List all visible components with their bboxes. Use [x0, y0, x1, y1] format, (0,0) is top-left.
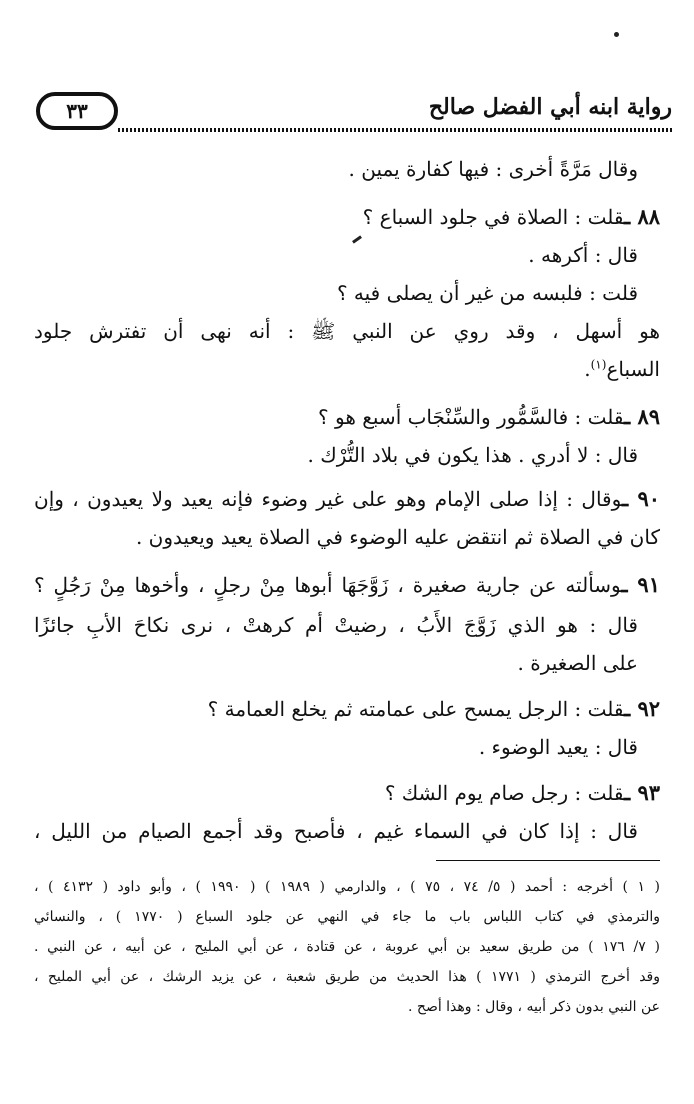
entry-number: ٨٨ ـ	[623, 204, 660, 229]
entry-text: وسألته عن جارية صغيرة ، زَوَّجَهَا أبوها مِنْ رجلٍ ، وأخوها مِنْ رَجُلٍ ؟	[34, 573, 622, 597]
entry-93	[34, 774, 660, 812]
text-line: قال : يعيد الوضوء .	[478, 735, 638, 759]
text-line: قال : إذا كان في السماء غيم ، فأصبح وقد أجمع الصيام من الليل ،	[34, 819, 638, 843]
text-fragment: السباع	[606, 357, 660, 381]
entry-number: ٩١ ـ	[621, 572, 660, 597]
footnote-line: والترمذي في كتاب اللباس باب ما جاء في النهي عن جلود السباع ( ١٧٧٠ ) ، والنسائي	[34, 909, 660, 925]
text-fragment: .	[584, 357, 591, 381]
entry-88	[34, 198, 660, 236]
footnote-line: ( ٧/ ١٧٦ ) من طريق سعيد بن أبي عروبة ، عن قتادة ، عن أبي المليح ، عن أبيه ، عن النبي .	[34, 939, 660, 955]
entry-92	[34, 690, 660, 728]
text-line: كان في الصلاة ثم انتقض عليه الوضوء في الصلاة يعيد ويعيدون .	[135, 525, 660, 549]
page-number-badge: ٣٣	[36, 92, 118, 130]
text-line: على الصغيرة .	[517, 651, 638, 675]
text-line: قال : هو الذي زَوَّجَ الأَبُ ، رضيتْ أم كرهتْ ، نرى نكاحَ الأبِ جائزًا	[34, 613, 638, 637]
text-line: قلت : فلبسه من غير أن يصلى فيه ؟	[336, 281, 638, 305]
entry-text: قلت : فالسَّمُّور والسِّنْجَاب أسبع هو ؟	[318, 405, 624, 429]
text-line: قال : أكرهه .	[528, 243, 638, 267]
running-header-title: رواية ابنه أبي الفضل صالح	[428, 94, 672, 120]
text-line: وقال مَرَّةً أخرى : فيها كفارة يمين .	[348, 157, 638, 181]
text-line: هو أسهل ، وقد روي عن النبي ﷺ : أنه نهى أن تفترش جلود	[34, 319, 660, 343]
footnote-line: ( ١ ) أخرجه : أحمد ( ٥/ ٧٤ ، ٧٥ ) ، والدارمي ( ١٩٨٩ ) ( ١٩٩٠ ) ، وأبو داود ( ٤١٣٢ ) ،	[34, 879, 660, 895]
text-line: قال : لا أدري . هذا يكون في بلاد التُّرْك .	[307, 443, 638, 467]
entry-91	[34, 566, 660, 604]
footnote-divider	[436, 860, 660, 861]
entry-89	[34, 398, 660, 436]
footnote-line: وقد أخرج الترمذي ( ١٧٧١ ) هذا الحديث من طريق شعبة ، عن يزيد الرشك ، عن أبي المليح ،	[34, 969, 660, 985]
ink-dot	[614, 32, 619, 37]
header-divider	[118, 128, 672, 132]
entry-number: ٩٠ ـ	[621, 486, 660, 511]
entry-text: قلت : الصلاة في جلود السباع ؟	[362, 205, 624, 229]
entry-number: ٩٣ ـ	[623, 780, 660, 805]
footnote-line: عن النبي بدون ذكر أبيه ، وقال : وهذا أصح .	[408, 999, 660, 1015]
entry-number: ٩٢ ـ	[623, 696, 660, 721]
footnote-ref: (١)	[590, 357, 607, 372]
entry-text: قلت : الرجل يمسح على عمامته ثم يخلع العمامة ؟	[207, 697, 624, 721]
entry-text: وقال : إذا صلى الإمام وهو على غير وضوء فإنه يعيد ولا يعيدون ، وإن	[34, 487, 622, 511]
entry-number: ٨٩ ـ	[623, 404, 660, 429]
text-line	[34, 350, 660, 388]
entry-text: قلت : رجل صام يوم الشك ؟	[384, 781, 624, 805]
entry-90	[34, 480, 660, 518]
